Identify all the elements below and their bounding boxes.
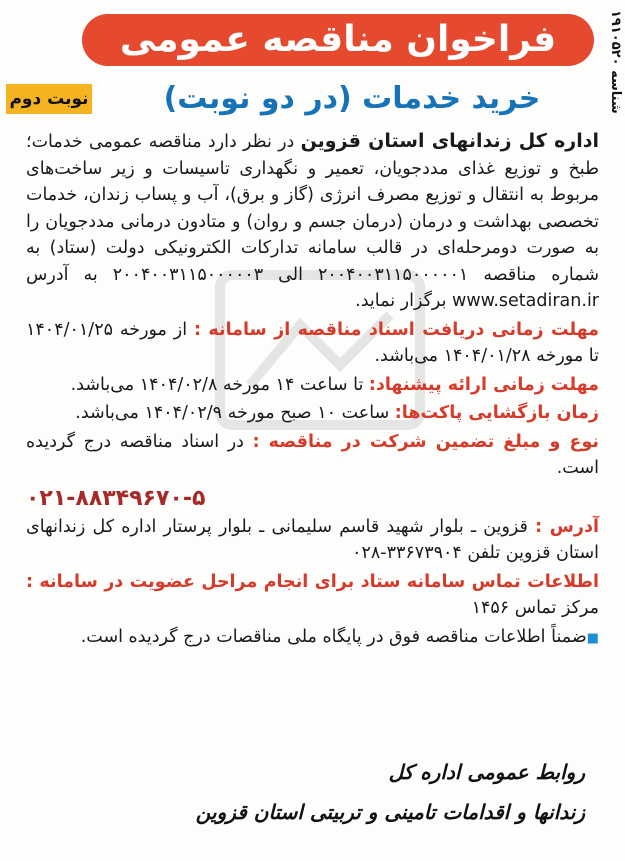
setad-link[interactable]: www.setadiran.ir xyxy=(452,291,599,311)
banner-title: فراخوان مناقصه عمومی xyxy=(82,14,594,66)
contact-text: مرکز تماس ۱۴۵۶ xyxy=(471,598,599,618)
docs-deadline-text: از مورخه ۱۴۰۴/۰۱/۲۵ تا مورخه ۱۴۰۴/۰۱/۲۸ می‌باشد. xyxy=(26,319,599,366)
docs-deadline xyxy=(26,317,599,370)
offer-deadline-label: مهلت زمانی ارائه پیشنهاد: xyxy=(368,374,599,395)
contact-info xyxy=(26,569,599,622)
signature-block xyxy=(45,752,585,832)
subtitle: خرید خدمات (در دو نوبت) xyxy=(163,81,541,116)
contact-label: اطلاعات تماس سامانه ستاد برای انجام مراحل عضویت در سامانه : xyxy=(26,571,599,592)
address-label: آدرس : xyxy=(535,516,599,537)
note-text: ضمناً اطلاعات مناقصه فوق در پایگاه ملی مناقصات درج گردیده است. xyxy=(80,626,587,647)
organization-name: اداره کل زندانهای استان قزوین xyxy=(300,130,599,152)
docs-deadline-label: مهلت زمانی دریافت اسناد مناقصه از سامانه : xyxy=(194,319,599,340)
opening-text: ساعت ۱۰ صبح مورخه ۱۴۰۴/۰۲/۹ می‌باشد. xyxy=(75,403,395,423)
notice-body xyxy=(26,128,599,654)
round-badge: نوبت دوم xyxy=(6,84,92,114)
intro-tail: برگزار نماید. xyxy=(355,291,453,311)
signature-line-2: زندانها و اقدامات تامینی و تربیتی استان قزوین xyxy=(195,800,585,824)
signature-line-1: روابط عمومی اداره کل xyxy=(388,760,585,784)
offer-deadline-text: تا ساعت ۱۴ مورخه ۱۴۰۴/۰۲/۸ می‌باشد. xyxy=(70,374,369,395)
notice-id: شناسه ۱۹۱۰۵۲۰ xyxy=(608,10,623,114)
guarantee-label: نوع و مبلغ تضمین شرکت در مناقصه : xyxy=(252,431,599,452)
intro-text: در نظر دارد مناقصه عمومی خدمات؛ طبخ و توزیع غذای مددجویان، تعمیر و نگهداری تاسیسات و زیر ساخت‌های مربوط به انتقال و توزیع مصرف انرژی (گاز و برق)، آب و پساب زندان، خدمات تخصصی بهداشت و درمان (درمان جسم و روان) و متادون درمانی مددجویان را به صورت دومرحله‌ای در قالب سامانه تدارکات الکترونیکی دولت (ستاد) به شماره مناقصه ۲۰۰۴۰۰۳۱۱۵۰۰۰۰۰۱ الی ۲۰۰۴۰۰۳۱۱۵۰۰۰۰۰۳ به آدرس xyxy=(26,132,599,285)
offer-deadline xyxy=(26,372,599,399)
opening-label: زمان بازگشایی پاکت‌ها: xyxy=(394,403,599,423)
address xyxy=(26,514,599,567)
address-text: قزوین ـ بلوار شهید قاسم سلیمانی ـ بلوار پرستار اداره کل زندانهای استان قزوین تلفن ۳۳۶۷۳۹۰۴-۰۲۸ xyxy=(26,516,599,563)
guarantee-text: در اسناد مناقصه درج گردیده است. xyxy=(26,431,599,478)
intro-paragraph xyxy=(26,128,599,315)
phone-watermark: ۰۲۱-۸۸۳۴۹۶۷۰-۵ xyxy=(26,485,206,511)
guarantee xyxy=(26,429,599,482)
square-bullet-icon: ■ xyxy=(586,630,599,646)
opening-time xyxy=(26,400,599,427)
note xyxy=(26,624,599,653)
